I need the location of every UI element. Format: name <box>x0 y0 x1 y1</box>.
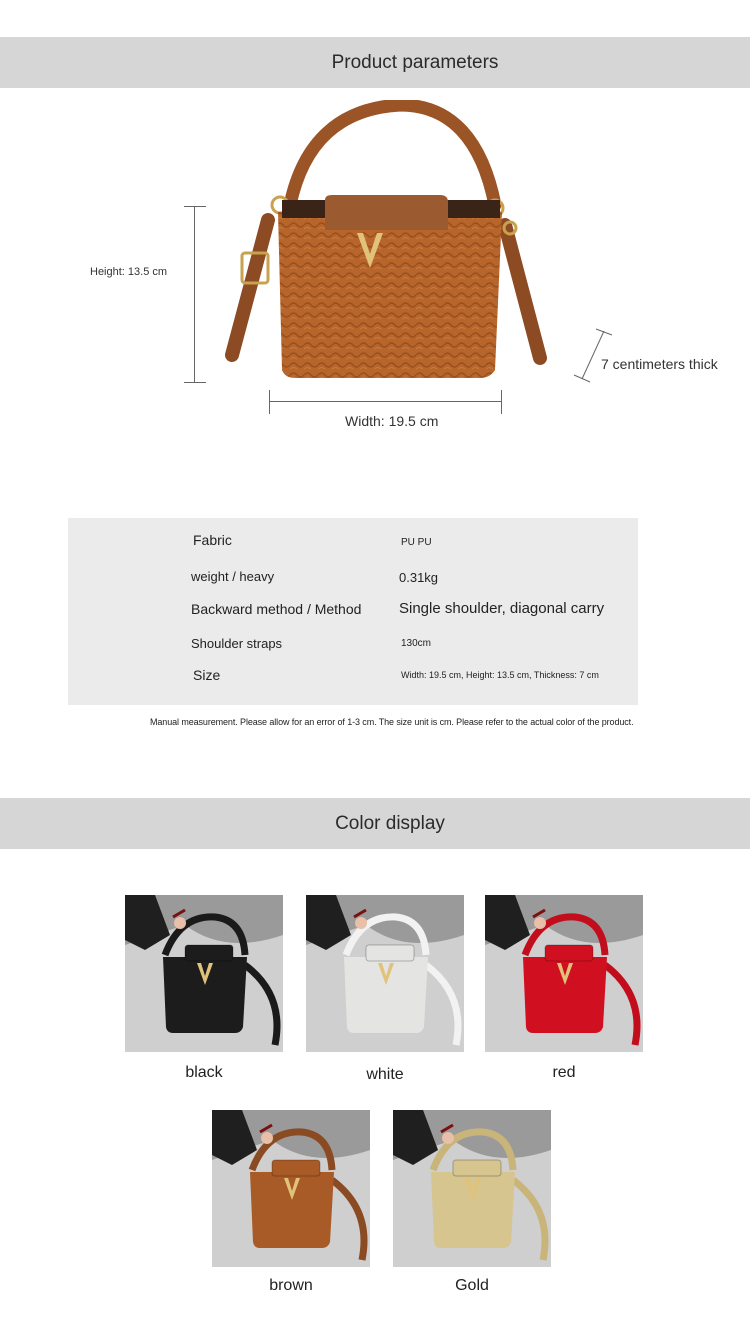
product-parameters-header <box>0 37 750 88</box>
spec-value-fabric: PU PU <box>401 537 432 548</box>
handbag-image <box>212 1110 370 1267</box>
color-swatch-brown[interactable] <box>212 1110 370 1267</box>
height-label: Height: 13.5 cm <box>90 266 168 278</box>
color-label-white: white <box>366 1066 404 1083</box>
color-swatch-gold[interactable] <box>393 1110 551 1267</box>
brown-handbag-image <box>220 100 550 385</box>
color-label-gold: Gold <box>455 1277 489 1294</box>
width-label: Width: 19.5 cm <box>345 413 439 429</box>
width-indicator <box>269 390 502 414</box>
height-indicator <box>184 206 206 383</box>
spec-key-method: Backward method / Method <box>191 601 362 617</box>
color-swatch-red[interactable] <box>485 895 643 1052</box>
section-title: Product parameters <box>331 51 499 73</box>
color-swatch-black[interactable] <box>125 895 283 1052</box>
main-product-image <box>220 100 550 385</box>
color-label-brown: brown <box>269 1277 313 1294</box>
color-display-header <box>0 798 750 849</box>
spec-key-fabric: Fabric <box>193 532 232 548</box>
thickness-label: 7 centimeters thick <box>601 356 718 372</box>
spec-key-size: Size <box>193 667 221 683</box>
spec-value-straps: 130cm <box>401 638 432 649</box>
handbag-image <box>485 895 643 1052</box>
thickness-indicator <box>572 325 614 385</box>
color-swatch-white[interactable] <box>306 895 464 1052</box>
measurement-note: Manual measurement. Please allow for an error of 1-3 cm. The size unit is cm. Please refer to the actual color of the product. <box>150 717 634 727</box>
spec-table <box>68 518 638 705</box>
spec-value-method: Single shoulder, diagonal carry <box>399 600 605 617</box>
spec-value-size: Width: 19.5 cm, Height: 13.5 cm, Thickness: 7 cm <box>401 670 599 680</box>
handbag-image <box>125 895 283 1052</box>
color-label-black: black <box>185 1064 223 1081</box>
handbag-image <box>306 895 464 1052</box>
color-label-red: red <box>552 1064 576 1081</box>
spec-value-weight: 0.31kg <box>399 570 439 585</box>
handbag-image <box>393 1110 551 1267</box>
section-title: Color display <box>335 812 445 834</box>
spec-key-weight: weight / heavy <box>191 569 275 584</box>
spec-key-straps: Shoulder straps <box>191 636 283 651</box>
